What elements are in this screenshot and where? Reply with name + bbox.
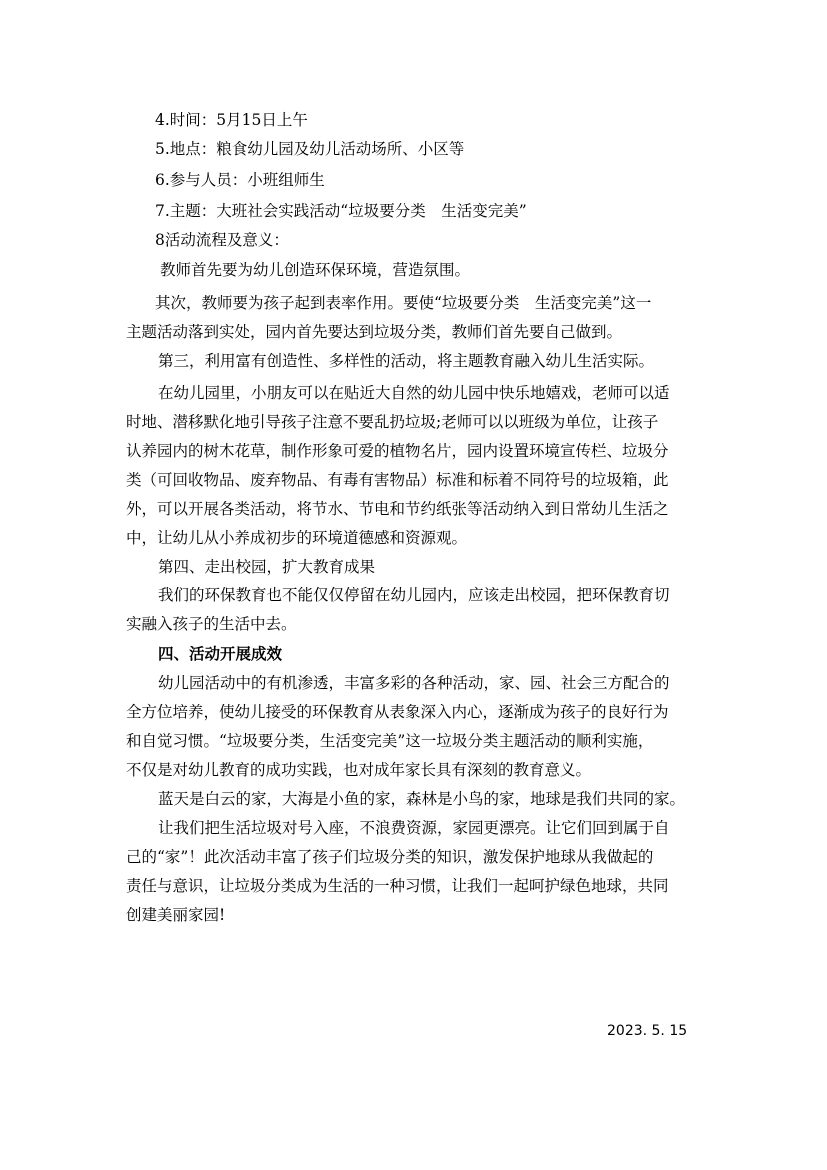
text-line: 第三，利用富有创造性、多样性的活动，将主题教育融入幼儿生活实际。 xyxy=(158,352,655,370)
text-line: 6.参与人员：小班组师生 xyxy=(155,171,325,189)
text-line: 教师首先要为幼儿创造环保环境，营造氛围。 xyxy=(160,261,471,279)
text-line: 8活动流程及意义： xyxy=(155,231,289,249)
text-line: 实融入孩子的生活中去。 xyxy=(126,615,297,633)
text-line: 中，让幼儿从小养成初步的环境道德感和资源观。 xyxy=(126,529,468,547)
text-line: 4.时间：5月15日上午 xyxy=(155,111,308,129)
text-line: 外，可以开展各类活动，将节水、节电和节约纸张等活动纳入到日常幼儿生活之 xyxy=(126,500,669,518)
text-line: 5.地点：粮食幼儿园及幼儿活动场所、小区等 xyxy=(155,140,465,158)
document-date: 2023. 5. 15 xyxy=(607,1023,688,1039)
text-line: 第四、走出校园，扩大教育成果 xyxy=(158,558,376,576)
text-line: 类（可回收物品、废弃物品、有毒有害物品）标准和标着不同符号的垃圾箱，此 xyxy=(126,471,669,489)
text-line: 全方位培养，使幼儿接受的环保教育从表象深入内心，逐渐成为孩子的良好行为 xyxy=(126,703,669,721)
text-line: 幼儿园活动中的有机渗透，丰富多彩的各种活动，家、园、社会三方配合的 xyxy=(158,674,670,692)
text-line: 蓝天是白云的家，大海是小鱼的家，森林是小鸟的家，地球是我们共同的家。 xyxy=(158,790,686,808)
section-heading: 四、活动开展成效 xyxy=(158,644,283,663)
text-line: 责任与意识，让垃圾分类成为生活的一种习惯，让我们一起呵护绿色地球，共同 xyxy=(126,877,669,895)
text-line: 和自觉习惯。“垃圾要分类，生活变完美”这一垃圾分类主题活动的顺利实施， xyxy=(126,732,654,750)
text-line: 创建美丽家园! xyxy=(126,906,226,924)
text-line: 不仅是对幼儿教育的成功实践，也对成年家长具有深刻的教育意义。 xyxy=(126,761,592,779)
text-line: 其次，教师要为孩子起到表率作用。要使“垃圾要分类 生活变完美”这一 xyxy=(155,294,652,312)
text-line: 我们的环保教育也不能仅仅停留在幼儿园内，应该走出校园，把环保教育切 xyxy=(158,586,670,604)
text-line: 认养园内的树木花草，制作形象可爱的植物名片，园内设置环境宣传栏、垃圾分 xyxy=(126,442,669,460)
text-line: 让我们把生活垃圾对号入座，不浪费资源，家园更漂亮。让它们回到属于自 xyxy=(158,819,670,837)
text-line: 主题活动落到实处，园内首先要达到垃圾分类，教师们首先要自己做到。 xyxy=(126,323,623,341)
text-line: 在幼儿园里，小朋友可以在贴近大自然的幼儿园中快乐地嬉戏，老师可以适 xyxy=(158,384,670,402)
text-line: 己的“家”！此次活动丰富了孩子们垃圾分类的知识，激发保护地球从我做起的 xyxy=(126,848,654,866)
text-line: 时地、潜移默化地引导孩子注意不要乱扔垃圾;老师可以以班级为单位，让孩子 xyxy=(126,413,659,431)
text-line: 7.主题：大班社会实践活动“垃圾要分类 生活变完美” xyxy=(155,202,527,220)
